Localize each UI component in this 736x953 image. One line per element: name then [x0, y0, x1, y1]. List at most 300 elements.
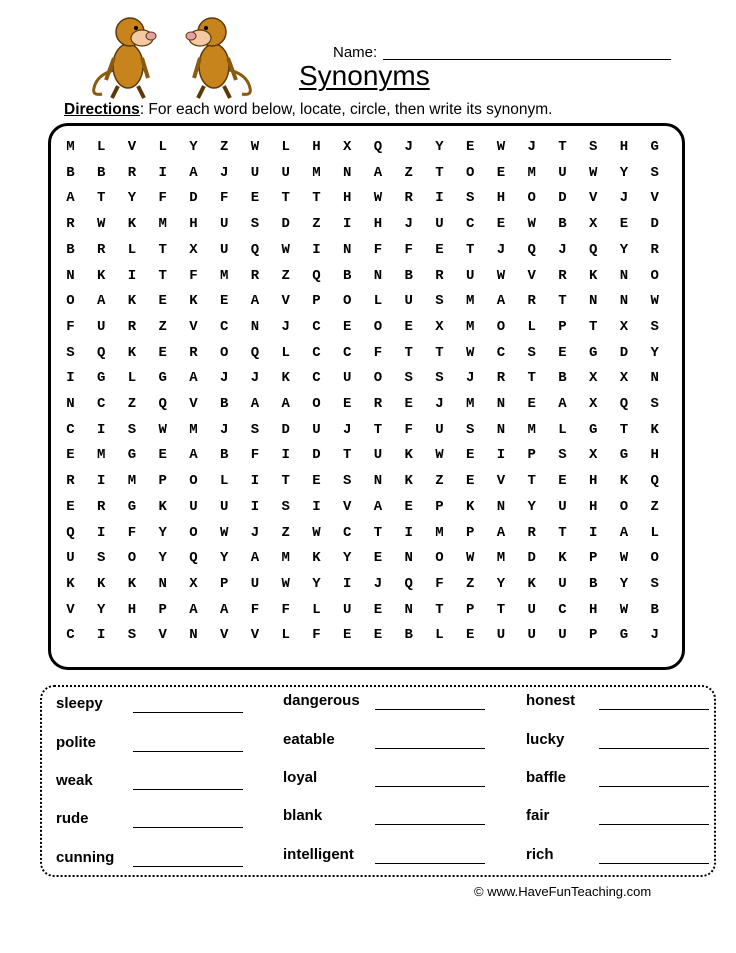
- grid-letter[interactable]: P: [466, 524, 475, 541]
- grid-letter[interactable]: U: [435, 421, 444, 438]
- answer-line[interactable]: [133, 712, 243, 713]
- answer-line[interactable]: [133, 751, 243, 752]
- grid-letter[interactable]: Y: [496, 575, 506, 592]
- grid-letter[interactable]: W: [281, 241, 290, 258]
- grid-letter[interactable]: M: [189, 421, 198, 438]
- grid-letter[interactable]: J: [466, 370, 475, 387]
- grid-letter[interactable]: K: [66, 575, 75, 592]
- grid-letter[interactable]: U: [373, 447, 383, 464]
- grid-letter[interactable]: A: [189, 601, 198, 618]
- grid-letter[interactable]: U: [558, 627, 567, 644]
- grid-letter[interactable]: P: [158, 473, 167, 490]
- grid-letter[interactable]: N: [66, 267, 75, 284]
- grid-letter[interactable]: P: [527, 447, 536, 464]
- grid-letter[interactable]: D: [189, 190, 198, 207]
- grid-letter[interactable]: H: [589, 601, 598, 618]
- grid-letter[interactable]: I: [97, 421, 106, 438]
- grid-letter[interactable]: T: [558, 524, 567, 541]
- grid-letter[interactable]: R: [527, 293, 536, 310]
- grid-letter[interactable]: M: [466, 293, 475, 310]
- grid-letter[interactable]: V: [496, 473, 506, 490]
- grid-letter[interactable]: M: [466, 396, 475, 412]
- grid-letter[interactable]: T: [373, 524, 383, 541]
- grid-letter[interactable]: R: [650, 241, 659, 258]
- grid-letter[interactable]: I: [496, 447, 506, 464]
- grid-letter[interactable]: R: [66, 216, 75, 233]
- grid-letter[interactable]: E: [220, 293, 229, 310]
- grid-letter[interactable]: K: [97, 267, 106, 284]
- grid-letter[interactable]: U: [250, 164, 260, 181]
- grid-letter[interactable]: N: [650, 370, 659, 387]
- grid-letter[interactable]: B: [343, 267, 352, 284]
- grid-letter[interactable]: F: [373, 241, 383, 258]
- grid-letter[interactable]: F: [220, 190, 229, 207]
- grid-letter[interactable]: S: [435, 293, 444, 310]
- grid-letter[interactable]: S: [466, 421, 475, 438]
- grid-letter[interactable]: Z: [158, 318, 167, 335]
- grid-letter[interactable]: A: [189, 447, 198, 464]
- grid-letter[interactable]: J: [281, 318, 290, 335]
- grid-letter[interactable]: L: [127, 241, 137, 258]
- grid-letter[interactable]: Y: [312, 575, 321, 592]
- grid-letter[interactable]: O: [66, 293, 75, 310]
- grid-letter[interactable]: P: [589, 550, 598, 567]
- grid-letter[interactable]: K: [189, 293, 198, 310]
- grid-letter[interactable]: Z: [220, 139, 229, 155]
- grid-letter[interactable]: I: [127, 267, 137, 284]
- grid-letter[interactable]: E: [343, 396, 352, 412]
- grid-letter[interactable]: J: [220, 421, 229, 438]
- grid-letter[interactable]: Q: [158, 396, 167, 412]
- grid-letter[interactable]: T: [312, 190, 321, 207]
- grid-letter[interactable]: Y: [619, 164, 629, 181]
- grid-letter[interactable]: V: [189, 318, 198, 335]
- grid-letter[interactable]: N: [404, 601, 413, 618]
- grid-letter[interactable]: E: [373, 627, 383, 644]
- grid-letter[interactable]: G: [127, 447, 137, 464]
- grid-letter[interactable]: L: [373, 293, 383, 310]
- grid-letter[interactable]: J: [435, 396, 444, 412]
- grid-letter[interactable]: Y: [435, 139, 444, 155]
- grid-letter[interactable]: U: [343, 601, 352, 618]
- grid-letter[interactable]: L: [220, 473, 229, 490]
- grid-letter[interactable]: Y: [189, 139, 198, 155]
- grid-letter[interactable]: U: [496, 627, 506, 644]
- grid-letter[interactable]: T: [435, 344, 444, 361]
- grid-letter[interactable]: N: [250, 318, 260, 335]
- grid-letter[interactable]: Y: [619, 575, 629, 592]
- grid-letter[interactable]: X: [343, 139, 352, 155]
- grid-letter[interactable]: C: [220, 318, 229, 335]
- grid-letter[interactable]: Z: [127, 396, 137, 412]
- grid-letter[interactable]: N: [496, 498, 506, 515]
- grid-letter[interactable]: T: [281, 190, 290, 207]
- grid-letter[interactable]: I: [97, 524, 106, 541]
- grid-letter[interactable]: I: [281, 447, 290, 464]
- grid-letter[interactable]: W: [250, 139, 260, 155]
- grid-letter[interactable]: K: [312, 550, 321, 567]
- grid-letter[interactable]: V: [158, 627, 167, 644]
- grid-letter[interactable]: A: [373, 164, 383, 181]
- grid-letter[interactable]: I: [97, 473, 106, 490]
- grid-letter[interactable]: Z: [435, 473, 444, 490]
- grid-letter[interactable]: D: [650, 216, 659, 233]
- grid-letter[interactable]: J: [250, 370, 260, 387]
- grid-letter[interactable]: K: [404, 473, 413, 490]
- grid-letter[interactable]: U: [558, 575, 567, 592]
- grid-letter[interactable]: A: [250, 396, 260, 412]
- grid-letter[interactable]: Y: [650, 344, 659, 361]
- grid-letter[interactable]: K: [404, 447, 413, 464]
- grid-letter[interactable]: O: [496, 318, 506, 335]
- grid-letter[interactable]: O: [435, 550, 444, 567]
- grid-letter[interactable]: U: [220, 241, 229, 258]
- grid-letter[interactable]: T: [158, 267, 167, 284]
- grid-letter[interactable]: M: [97, 447, 106, 464]
- grid-letter[interactable]: X: [435, 318, 444, 335]
- grid-letter[interactable]: A: [496, 524, 506, 541]
- grid-letter[interactable]: O: [343, 293, 352, 310]
- grid-letter[interactable]: W: [281, 575, 290, 592]
- grid-letter[interactable]: V: [189, 396, 198, 412]
- answer-line[interactable]: [375, 786, 485, 787]
- grid-letter[interactable]: K: [158, 498, 167, 515]
- grid-letter[interactable]: E: [527, 396, 536, 412]
- grid-letter[interactable]: J: [250, 524, 260, 541]
- grid-letter[interactable]: K: [281, 370, 290, 387]
- grid-letter[interactable]: U: [97, 318, 106, 335]
- grid-letter[interactable]: J: [220, 370, 229, 387]
- grid-letter[interactable]: W: [435, 447, 444, 464]
- grid-letter[interactable]: C: [97, 396, 106, 412]
- grid-letter[interactable]: F: [312, 627, 321, 644]
- grid-letter[interactable]: I: [343, 575, 352, 592]
- grid-letter[interactable]: P: [220, 575, 229, 592]
- answer-line[interactable]: [133, 827, 243, 828]
- grid-letter[interactable]: E: [404, 498, 413, 515]
- grid-letter[interactable]: J: [496, 241, 506, 258]
- grid-letter[interactable]: L: [281, 139, 290, 155]
- grid-letter[interactable]: S: [435, 370, 444, 387]
- grid-letter[interactable]: T: [435, 601, 444, 618]
- grid-letter[interactable]: S: [527, 344, 536, 361]
- grid-letter[interactable]: E: [496, 164, 506, 181]
- grid-letter[interactable]: W: [373, 190, 383, 207]
- grid-letter[interactable]: R: [189, 344, 198, 361]
- grid-letter[interactable]: N: [619, 267, 629, 284]
- answer-line[interactable]: [133, 866, 243, 867]
- grid-letter[interactable]: F: [281, 601, 290, 618]
- grid-letter[interactable]: X: [589, 447, 598, 464]
- grid-letter[interactable]: I: [343, 216, 352, 233]
- grid-letter[interactable]: H: [496, 190, 506, 207]
- grid-letter[interactable]: K: [466, 498, 475, 515]
- grid-letter[interactable]: C: [312, 344, 321, 361]
- grid-letter[interactable]: Q: [619, 396, 629, 412]
- grid-letter[interactable]: I: [312, 241, 321, 258]
- grid-letter[interactable]: K: [650, 421, 659, 438]
- grid-letter[interactable]: S: [650, 164, 659, 181]
- grid-letter[interactable]: H: [127, 601, 137, 618]
- grid-letter[interactable]: O: [466, 164, 475, 181]
- grid-letter[interactable]: E: [343, 627, 352, 644]
- grid-letter[interactable]: Q: [97, 344, 106, 361]
- grid-letter[interactable]: N: [496, 421, 506, 438]
- grid-letter[interactable]: Q: [66, 524, 75, 541]
- grid-letter[interactable]: J: [404, 139, 413, 155]
- grid-letter[interactable]: A: [496, 293, 506, 310]
- grid-letter[interactable]: Z: [281, 267, 290, 284]
- grid-letter[interactable]: S: [250, 421, 260, 438]
- grid-letter[interactable]: T: [281, 473, 290, 490]
- grid-letter[interactable]: I: [97, 627, 106, 644]
- grid-letter[interactable]: W: [619, 550, 629, 567]
- grid-letter[interactable]: B: [220, 396, 229, 412]
- grid-letter[interactable]: S: [650, 396, 659, 412]
- grid-letter[interactable]: X: [589, 370, 598, 387]
- grid-letter[interactable]: E: [373, 550, 383, 567]
- grid-letter[interactable]: J: [527, 139, 536, 155]
- grid-letter[interactable]: H: [343, 190, 352, 207]
- grid-letter[interactable]: G: [589, 344, 598, 361]
- grid-letter[interactable]: A: [558, 396, 567, 412]
- grid-letter[interactable]: K: [558, 550, 567, 567]
- grid-letter[interactable]: F: [373, 344, 383, 361]
- grid-letter[interactable]: B: [97, 164, 106, 181]
- grid-letter[interactable]: F: [404, 241, 413, 258]
- grid-letter[interactable]: L: [281, 344, 290, 361]
- grid-letter[interactable]: N: [189, 627, 198, 644]
- grid-letter[interactable]: W: [466, 550, 475, 567]
- grid-letter[interactable]: R: [404, 190, 413, 207]
- grid-letter[interactable]: J: [343, 421, 352, 438]
- grid-letter[interactable]: S: [66, 344, 75, 361]
- grid-letter[interactable]: W: [220, 524, 229, 541]
- grid-letter[interactable]: Y: [158, 550, 167, 567]
- grid-letter[interactable]: Y: [158, 524, 167, 541]
- grid-letter[interactable]: W: [496, 267, 506, 284]
- grid-letter[interactable]: I: [435, 190, 444, 207]
- grid-letter[interactable]: H: [373, 216, 383, 233]
- grid-letter[interactable]: O: [189, 473, 198, 490]
- answer-line[interactable]: [133, 789, 243, 790]
- grid-letter[interactable]: A: [189, 370, 198, 387]
- grid-letter[interactable]: S: [281, 498, 290, 515]
- answer-line[interactable]: [599, 709, 709, 710]
- grid-letter[interactable]: E: [466, 627, 475, 644]
- grid-letter[interactable]: X: [589, 396, 598, 412]
- grid-letter[interactable]: T: [496, 601, 506, 618]
- grid-letter[interactable]: U: [558, 164, 567, 181]
- grid-letter[interactable]: Y: [127, 190, 137, 207]
- grid-letter[interactable]: F: [435, 575, 444, 592]
- grid-letter[interactable]: T: [619, 421, 629, 438]
- grid-letter[interactable]: I: [158, 164, 167, 181]
- grid-letter[interactable]: B: [404, 627, 413, 644]
- grid-letter[interactable]: F: [250, 601, 260, 618]
- grid-letter[interactable]: Z: [281, 524, 290, 541]
- grid-letter[interactable]: Q: [650, 473, 659, 490]
- grid-letter[interactable]: I: [250, 473, 260, 490]
- grid-letter[interactable]: E: [250, 190, 260, 207]
- grid-letter[interactable]: Z: [466, 575, 475, 592]
- grid-letter[interactable]: B: [650, 601, 659, 618]
- answer-line[interactable]: [599, 748, 709, 749]
- grid-letter[interactable]: E: [312, 473, 321, 490]
- grid-letter[interactable]: E: [66, 498, 75, 515]
- grid-letter[interactable]: L: [158, 139, 167, 155]
- grid-letter[interactable]: I: [250, 498, 260, 515]
- grid-letter[interactable]: P: [435, 498, 444, 515]
- grid-letter[interactable]: T: [466, 241, 475, 258]
- grid-letter[interactable]: S: [558, 447, 567, 464]
- grid-letter[interactable]: E: [343, 318, 352, 335]
- grid-letter[interactable]: U: [527, 601, 536, 618]
- grid-letter[interactable]: I: [312, 498, 321, 515]
- grid-letter[interactable]: E: [158, 344, 167, 361]
- grid-letter[interactable]: B: [220, 447, 229, 464]
- grid-letter[interactable]: Q: [250, 344, 260, 361]
- grid-letter[interactable]: M: [220, 267, 229, 284]
- grid-letter[interactable]: X: [189, 575, 198, 592]
- grid-letter[interactable]: U: [435, 216, 444, 233]
- grid-letter[interactable]: E: [404, 396, 413, 412]
- grid-letter[interactable]: Y: [527, 498, 536, 515]
- grid-letter[interactable]: I: [589, 524, 598, 541]
- grid-letter[interactable]: O: [373, 318, 383, 335]
- grid-letter[interactable]: O: [127, 550, 137, 567]
- grid-letter[interactable]: I: [66, 370, 75, 387]
- grid-letter[interactable]: N: [373, 267, 383, 284]
- grid-letter[interactable]: M: [127, 473, 137, 490]
- grid-letter[interactable]: P: [466, 601, 475, 618]
- grid-letter[interactable]: T: [558, 293, 567, 310]
- grid-letter[interactable]: S: [127, 421, 137, 438]
- grid-letter[interactable]: C: [496, 344, 506, 361]
- grid-letter[interactable]: O: [189, 524, 198, 541]
- grid-letter[interactable]: K: [97, 575, 106, 592]
- grid-letter[interactable]: T: [343, 447, 352, 464]
- grid-letter[interactable]: R: [66, 473, 75, 490]
- grid-letter[interactable]: X: [589, 216, 598, 233]
- grid-letter[interactable]: E: [619, 216, 629, 233]
- grid-letter[interactable]: G: [619, 447, 629, 464]
- grid-letter[interactable]: H: [312, 139, 321, 155]
- grid-letter[interactable]: T: [97, 190, 106, 207]
- grid-letter[interactable]: T: [589, 318, 598, 335]
- grid-letter[interactable]: J: [619, 190, 629, 207]
- grid-letter[interactable]: K: [527, 575, 536, 592]
- grid-letter[interactable]: N: [496, 396, 506, 412]
- grid-letter[interactable]: A: [619, 524, 629, 541]
- grid-letter[interactable]: C: [312, 370, 321, 387]
- grid-letter[interactable]: V: [127, 139, 137, 155]
- grid-letter[interactable]: L: [650, 524, 659, 541]
- grid-letter[interactable]: U: [281, 164, 290, 181]
- grid-letter[interactable]: Y: [619, 241, 629, 258]
- grid-letter[interactable]: S: [650, 575, 659, 592]
- grid-letter[interactable]: K: [127, 344, 137, 361]
- grid-letter[interactable]: X: [619, 370, 629, 387]
- grid-letter[interactable]: N: [343, 164, 352, 181]
- grid-letter[interactable]: L: [312, 601, 321, 618]
- grid-letter[interactable]: E: [158, 293, 167, 310]
- grid-letter[interactable]: B: [66, 241, 75, 258]
- grid-letter[interactable]: R: [558, 267, 567, 284]
- grid-letter[interactable]: W: [527, 216, 536, 233]
- grid-letter[interactable]: A: [281, 396, 290, 412]
- grid-letter[interactable]: R: [127, 164, 137, 181]
- grid-letter[interactable]: F: [66, 318, 75, 335]
- grid-letter[interactable]: Q: [589, 241, 598, 258]
- grid-letter[interactable]: G: [127, 498, 137, 515]
- grid-letter[interactable]: C: [558, 601, 567, 618]
- grid-letter[interactable]: G: [97, 370, 106, 387]
- grid-letter[interactable]: F: [127, 524, 137, 541]
- grid-letter[interactable]: L: [281, 627, 290, 644]
- answer-line[interactable]: [599, 786, 709, 787]
- grid-letter[interactable]: U: [558, 498, 567, 515]
- grid-letter[interactable]: S: [127, 627, 137, 644]
- grid-letter[interactable]: D: [281, 421, 290, 438]
- grid-letter[interactable]: Y: [343, 550, 352, 567]
- grid-letter[interactable]: V: [650, 190, 659, 207]
- grid-letter[interactable]: A: [189, 164, 198, 181]
- grid-letter[interactable]: B: [589, 575, 598, 592]
- grid-letter[interactable]: T: [527, 370, 536, 387]
- grid-letter[interactable]: U: [66, 550, 75, 567]
- grid-letter[interactable]: H: [189, 216, 198, 233]
- grid-letter[interactable]: E: [158, 447, 167, 464]
- grid-letter[interactable]: G: [589, 421, 598, 438]
- grid-letter[interactable]: A: [250, 293, 260, 310]
- grid-letter[interactable]: G: [158, 370, 167, 387]
- grid-letter[interactable]: M: [312, 164, 321, 181]
- grid-letter[interactable]: S: [650, 318, 659, 335]
- grid-letter[interactable]: Q: [373, 139, 383, 155]
- grid-letter[interactable]: J: [404, 216, 413, 233]
- answer-line[interactable]: [599, 824, 709, 825]
- grid-letter[interactable]: E: [558, 473, 567, 490]
- grid-letter[interactable]: N: [619, 293, 629, 310]
- grid-letter[interactable]: Y: [220, 550, 229, 567]
- answer-line[interactable]: [599, 863, 709, 864]
- grid-letter[interactable]: C: [66, 627, 75, 644]
- grid-letter[interactable]: W: [589, 164, 598, 181]
- grid-letter[interactable]: M: [466, 318, 475, 335]
- grid-letter[interactable]: V: [527, 267, 536, 284]
- grid-letter[interactable]: E: [466, 473, 475, 490]
- grid-letter[interactable]: C: [466, 216, 475, 233]
- grid-letter[interactable]: M: [435, 524, 444, 541]
- grid-letter[interactable]: L: [558, 421, 567, 438]
- grid-letter[interactable]: M: [281, 550, 290, 567]
- grid-letter[interactable]: T: [404, 344, 413, 361]
- grid-letter[interactable]: H: [589, 473, 598, 490]
- grid-letter[interactable]: O: [373, 370, 383, 387]
- grid-letter[interactable]: N: [158, 575, 167, 592]
- grid-letter[interactable]: U: [312, 421, 321, 438]
- grid-letter[interactable]: T: [527, 473, 536, 490]
- grid-letter[interactable]: M: [527, 421, 536, 438]
- grid-letter[interactable]: A: [97, 293, 106, 310]
- grid-letter[interactable]: V: [281, 293, 290, 310]
- grid-letter[interactable]: W: [312, 524, 321, 541]
- grid-letter[interactable]: V: [66, 601, 75, 618]
- grid-letter[interactable]: L: [127, 370, 137, 387]
- grid-letter[interactable]: B: [558, 216, 567, 233]
- grid-letter[interactable]: G: [619, 627, 629, 644]
